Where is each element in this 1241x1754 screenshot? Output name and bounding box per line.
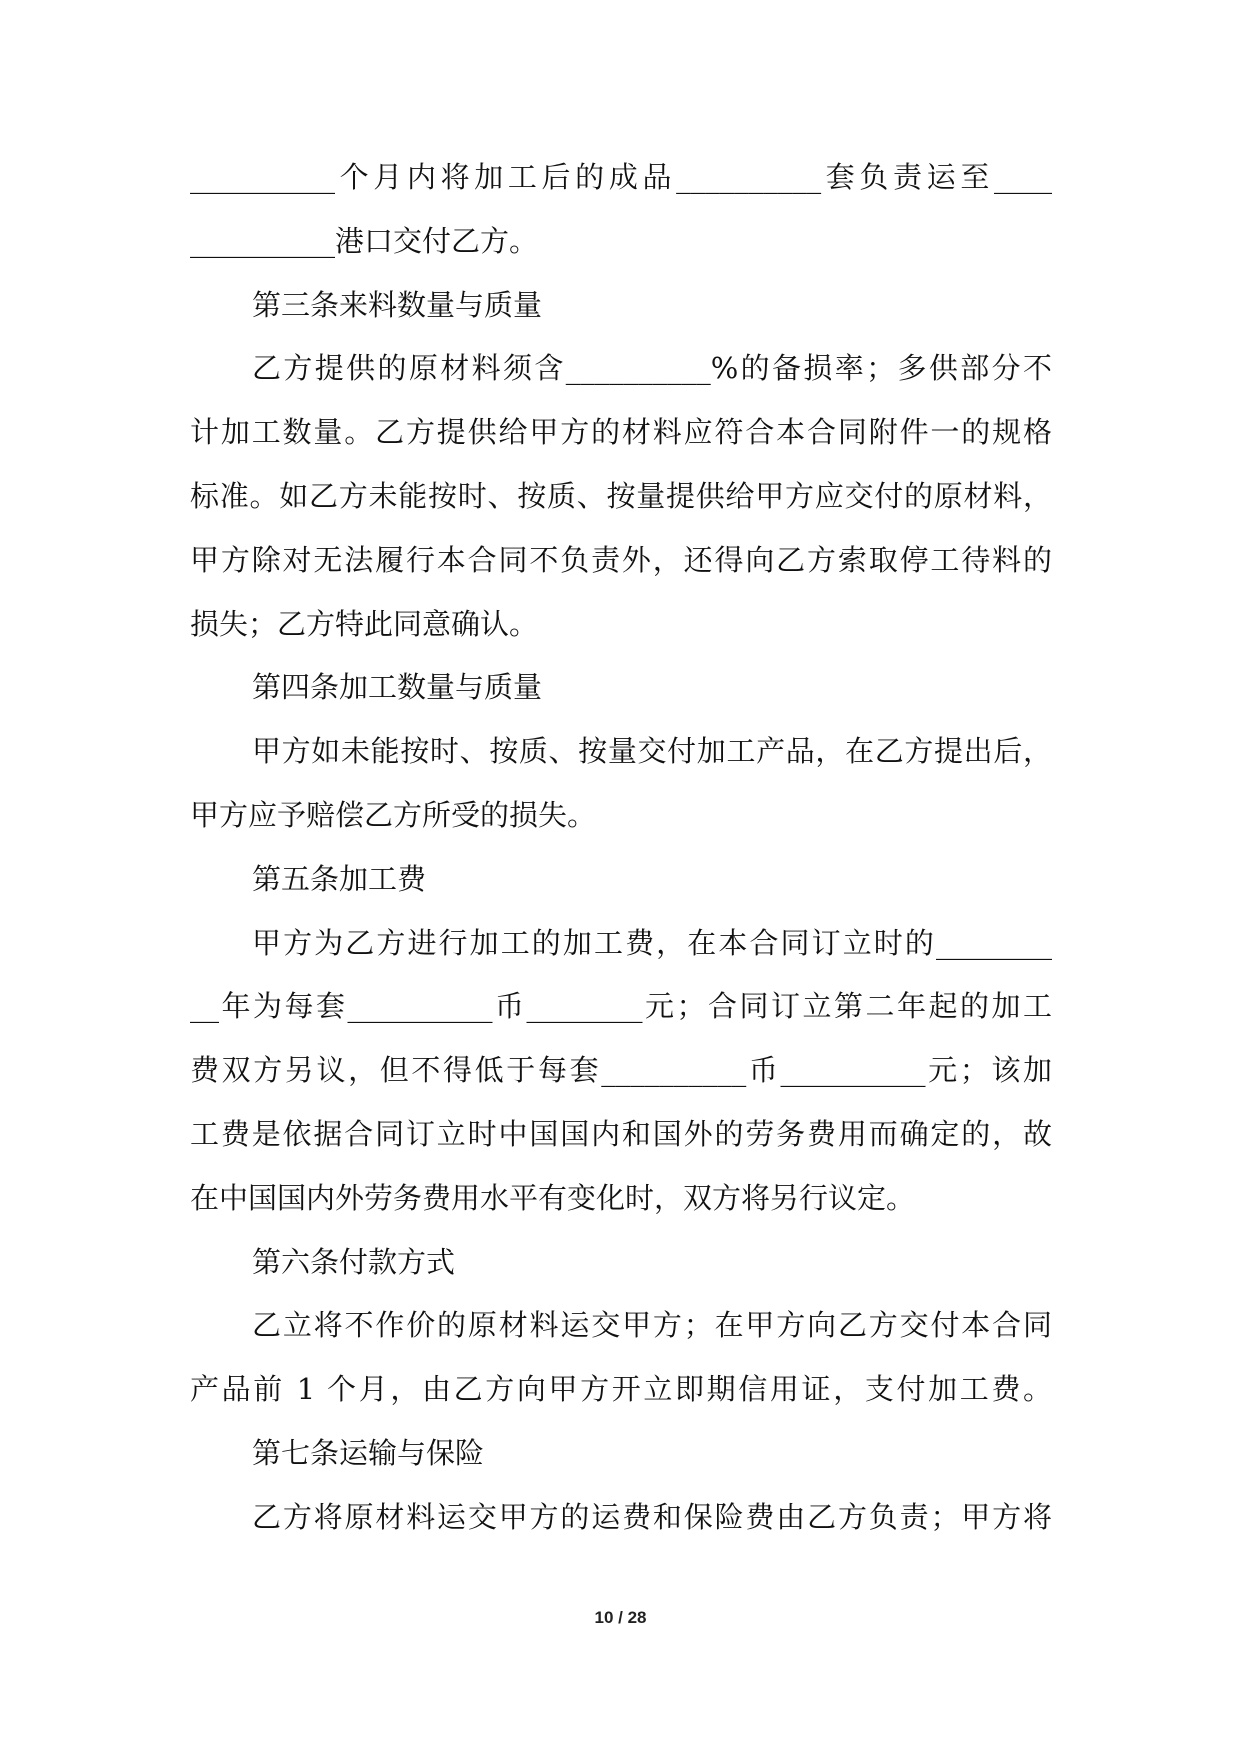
body-line: 标准。如乙方未能按时、按质、按量提供给甲方应交付的原材料， [190, 478, 1052, 513]
section-heading: 第六条付款方式 [252, 1244, 456, 1279]
body-line: __年为每套__________币________元；合同订立第二年起的加工 [190, 989, 1052, 1024]
body-line: 计加工数量。乙方提供给甲方的材料应符合本合同附件一的规格 [190, 415, 1052, 450]
section-heading: 第五条加工费 [252, 861, 427, 896]
body-line: 在中国国内外劳务费用水平有变化时，双方将另行议定。 [190, 1180, 916, 1215]
paragraph-first-line: 甲方如未能按时、按质、按量交付加工产品，在乙方提出后， [252, 734, 1052, 769]
body-line: 损失；乙方特此同意确认。 [190, 606, 539, 641]
body-line: 甲方除对无法履行本合同不负责外，还得向乙方索取停工待料的 [190, 542, 1052, 577]
section-heading: 第三条来料数量与质量 [252, 287, 543, 322]
body-line: 费双方另议，但不得低于每套__________币__________元；该加 [190, 1053, 1052, 1088]
page-number: 10 / 28 [594, 1608, 647, 1627]
section-heading: 第七条运输与保险 [252, 1435, 485, 1470]
body-line: __________个月内将加工后的成品__________套负责运至____ [190, 160, 1052, 194]
paragraph-first-line: 乙方提供的原材料须含__________%的备损率；多供部分不 [252, 351, 1052, 386]
body-line: 甲方应予赔偿乙方所受的损失。 [190, 797, 597, 832]
body-line: 工费是依据合同订立时中国国内和国外的劳务费用而确定的，故 [190, 1116, 1052, 1151]
paragraph-first-line: 乙方将原材料运交甲方的运费和保险费由乙方负责；甲方将 [252, 1499, 1052, 1534]
body-line: 产品前 1 个月，由乙方向甲方开立即期信用证，支付加工费。 [190, 1372, 1052, 1407]
paragraph-first-line: 甲方为乙方进行加工的加工费，在本合同订立时的________ [252, 925, 1052, 960]
document-body [190, 155, 1052, 1559]
paragraph-first-line: 乙立将不作价的原材料运交甲方；在甲方向乙方交付本合同 [252, 1308, 1052, 1343]
body-line: __________港口交付乙方。 [190, 223, 539, 258]
section-heading: 第四条加工数量与质量 [252, 670, 543, 705]
